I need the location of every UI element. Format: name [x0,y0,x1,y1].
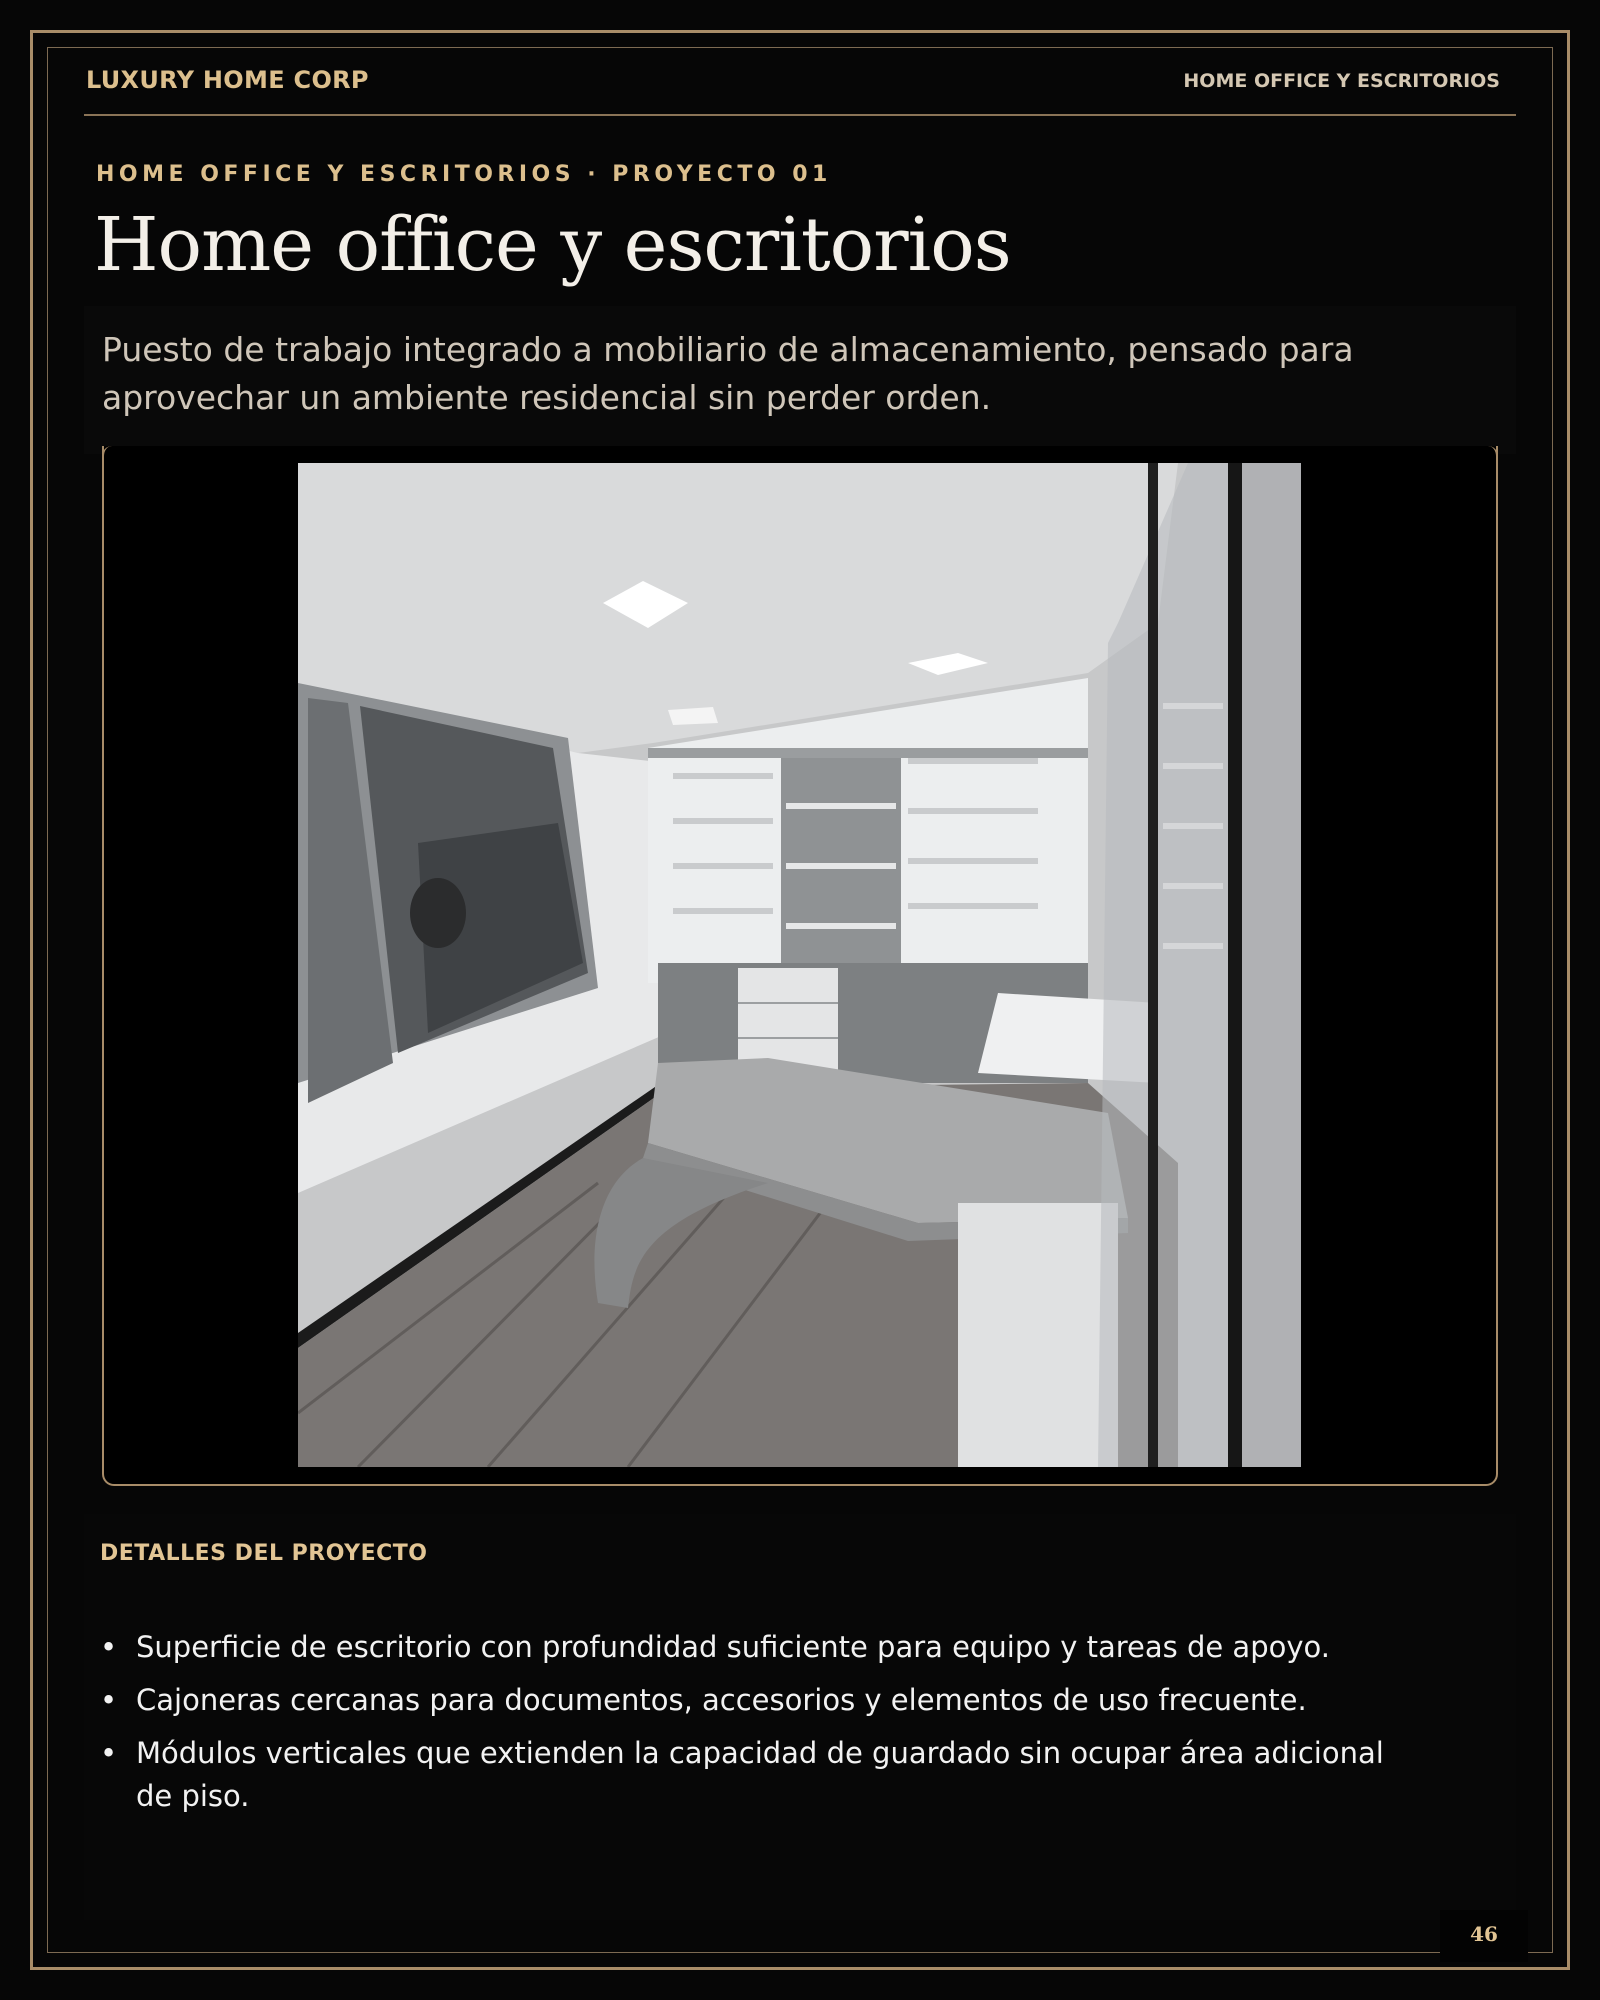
list-item: • Cajoneras cercanas para documentos, accesorios y elementos de uso frecuente. [100,1679,1420,1722]
page-subtitle: Puesto de trabajo integrado a mobiliario de almacenamiento, pensado para aprovechar un ambiente residencial sin perder orden. [102,330,1354,417]
page-title: Home office y escritorios [94,202,1011,288]
page-number: 46 [1470,1922,1498,1946]
project-photo [298,463,1301,1467]
list-item: • Módulos verticales que extienden la capacidad de guardado sin ocupar área adicional de piso. [100,1732,1420,1818]
list-item: • Superficie de escritorio con profundidad suficiente para equipo y tareas de apoyo. [100,1626,1420,1669]
section-name: HOME OFFICE Y ESCRITORIOS [1183,70,1500,92]
details-list [100,1626,1420,1828]
subtitle-panel [84,306,1516,454]
details-heading: DETALLES DEL PROYECTO [100,1541,428,1566]
header-divider [84,114,1516,116]
project-eyebrow: HOME OFFICE Y ESCRITORIOS · PROYECTO 01 [96,162,832,187]
brand-name: LUXURY HOME CORP [86,66,369,94]
